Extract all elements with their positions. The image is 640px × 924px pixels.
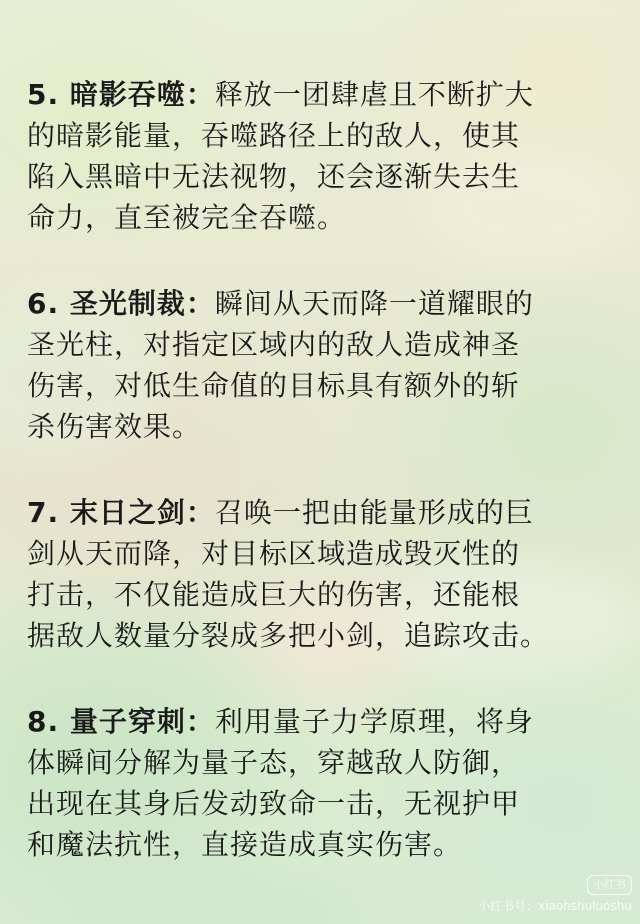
skill-heading: 7. 末日之剑： <box>27 496 215 529</box>
entry-first-line <box>27 701 613 742</box>
skill-text-line: 据敌人数量分裂成多把小剑，追踪攻击。 <box>27 619 550 652</box>
skill-text-line: 和魔法抗性，直接造成真实伤害。 <box>27 828 463 861</box>
skill-entry-8 <box>27 701 613 865</box>
skill-entry-5 <box>27 74 613 238</box>
background-wash <box>60 860 360 924</box>
entry-first-line <box>27 283 613 324</box>
skill-text-line: 剑从天而降，对目标区域造成毁灭性的 <box>27 537 521 570</box>
skill-text-line: 出现在其身后发动致命一击，无视护甲 <box>27 787 521 820</box>
entry-first-line <box>27 492 613 533</box>
skill-text-line: 伤害，对低生命值的目标具有额外的斩 <box>27 369 521 402</box>
skill-text-line: 瞬间从天而降一道耀眼的 <box>214 287 534 320</box>
skill-text-line: 释放一团肆虐且不断扩大 <box>214 78 534 111</box>
watermark <box>478 873 632 914</box>
skill-heading: 6. 圣光制裁： <box>27 287 215 320</box>
skill-entry-6 <box>27 283 613 447</box>
skill-entry-7 <box>27 492 613 656</box>
watermark-text: 小红书号：xiaohshuluoshu <box>478 899 632 913</box>
entry-first-line <box>27 74 613 115</box>
xiaohongshu-logo-icon: 小红书 <box>587 875 632 895</box>
skill-text-line: 体瞬间分解为量子态，穿越敌人防御， <box>27 746 521 779</box>
skill-text-line: 的暗影能量，吞噬路径上的敌人，使其 <box>27 119 521 152</box>
skill-heading: 8. 量子穿刺： <box>27 705 215 738</box>
skill-text-line: 打击，不仅能造成巨大的伤害，还能根 <box>27 578 521 611</box>
skill-text-line: 陷入黑暗中无法视物，还会逐渐失去生 <box>27 160 521 193</box>
skill-heading: 5. 暗影吞噬： <box>27 78 215 111</box>
skill-text-line: 利用量子力学原理，将身 <box>214 705 534 738</box>
skill-text-line: 召唤一把由能量形成的巨 <box>214 496 534 529</box>
skill-text-line: 圣光柱，对指定区域内的敌人造成神圣 <box>27 328 521 361</box>
skill-text-line: 杀伤害效果。 <box>27 410 202 443</box>
skill-text-line: 命力，直至被完全吞噬。 <box>27 201 347 234</box>
